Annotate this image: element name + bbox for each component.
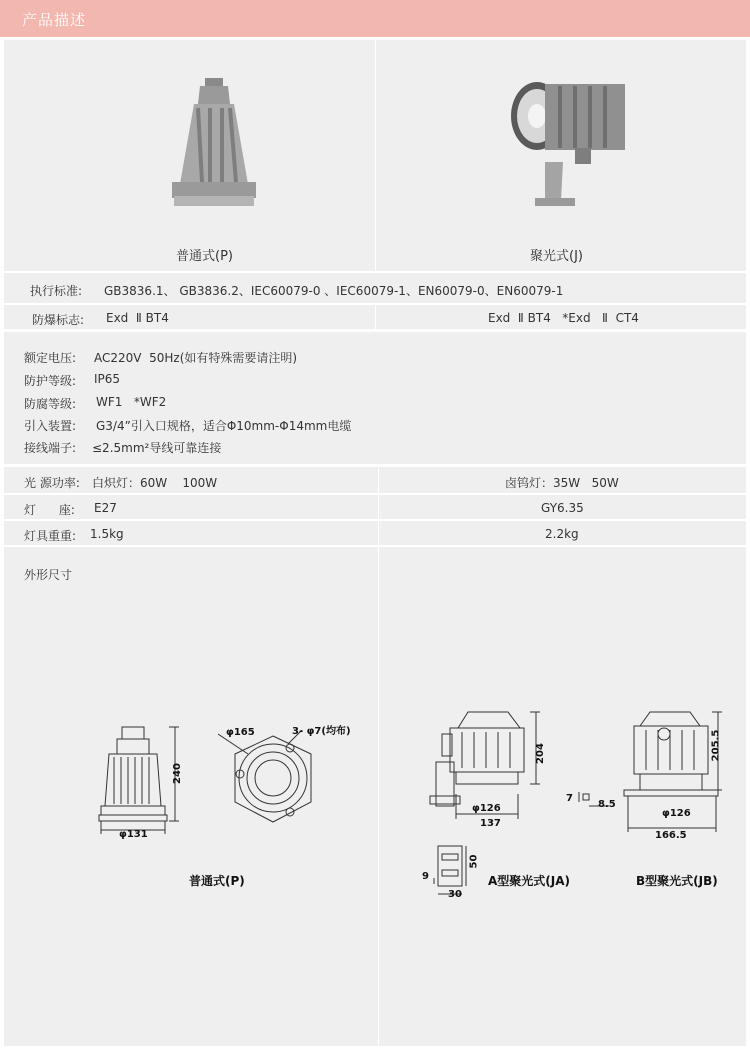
dim-p-holes: 3- φ7(均布): [292, 726, 351, 737]
socket-left: E27: [94, 501, 117, 515]
product-caption-j: 聚光式(J): [530, 249, 583, 264]
caption-jb: B型聚光式(JB): [636, 874, 718, 888]
lamp-j-image: [505, 70, 635, 220]
divider: [378, 547, 379, 1046]
dim-ja-d3: 9: [422, 871, 429, 882]
caption-ja: A型聚光式(JA): [488, 874, 571, 888]
drawing-ja: [428, 704, 548, 834]
spec-value-entry: G3/4”引入口规格，适合Φ10mm-Φ14mm电缆: [96, 419, 352, 433]
product-caption-p: 普通式(P): [176, 249, 233, 264]
section-title: 产品描述: [22, 11, 87, 29]
dim-ja-height: 204: [534, 743, 546, 764]
dim-ja-inner: φ126: [472, 803, 501, 814]
divider: [378, 467, 379, 493]
spec-label-protection: 防护等级:: [24, 374, 77, 388]
standards-label: 执行标准:: [30, 284, 83, 298]
divider: [375, 305, 376, 329]
explosion-label: 防爆标志:: [32, 313, 85, 327]
dim-p-height: 240: [171, 763, 183, 784]
drawing-p-top: [218, 730, 328, 834]
weight-left: 1.5kg: [90, 527, 124, 541]
socket-label: 灯 座:: [24, 503, 75, 517]
power-left: 白炽灯：60W 100W: [92, 476, 218, 490]
weight-label: 灯具重重:: [24, 529, 77, 543]
dim-jb-width: 166.5: [655, 830, 687, 841]
spec-label-voltage: 额定电压:: [24, 351, 77, 365]
lamp-p-image: [160, 74, 260, 214]
divider: [378, 521, 379, 545]
spec-value-protection: IP65: [94, 372, 121, 386]
spec-value-terminal: ≤2.5mm²导线可靠连接: [92, 441, 222, 455]
dim-p-ring: φ165: [226, 727, 255, 738]
section-header: [0, 0, 750, 37]
dim-ja-d4: 50: [468, 854, 480, 869]
power-right: 卤钨灯：35W 50W: [505, 476, 619, 490]
divider: [378, 495, 379, 519]
spec-label-terminal: 接线端子:: [24, 441, 77, 455]
dim-jb-height: 205.5: [710, 729, 722, 762]
drawing-p-side: [95, 724, 185, 844]
dim-ja-d2: 8.5: [598, 799, 616, 810]
dimensions-title: 外形尺寸: [24, 568, 73, 582]
spec-label-entry: 引入装置:: [24, 419, 77, 433]
weight-right: 2.2kg: [545, 527, 579, 541]
dim-ja-width: 137: [480, 818, 501, 829]
divider: [375, 40, 376, 271]
explosion-right-value: Exd Ⅱ BT4 *Exd Ⅱ CT4: [488, 311, 639, 325]
dim-ja-d5: 30: [448, 889, 462, 900]
explosion-left-value: Exd Ⅱ BT4: [106, 311, 169, 325]
caption-p: 普通式(P): [189, 874, 245, 888]
dim-ja-d1: 7: [566, 793, 573, 804]
spec-value-corrosion: WF1 *WF2: [96, 395, 167, 409]
drawing-jb: [620, 704, 730, 844]
spec-label-corrosion: 防腐等级:: [24, 397, 77, 411]
power-label: 光 源功率:: [24, 476, 80, 490]
spec-value-voltage: AC220V 50Hz(如有特殊需要请注明): [94, 351, 298, 365]
socket-right: GY6.35: [541, 501, 584, 515]
standards-value: GB3836.1、 GB3836.2、IEC60079-0 、IEC60079-1、EN60079-0、EN60079-1: [104, 284, 564, 298]
dim-p-base: φ131: [119, 829, 148, 840]
dim-jb-inner: φ126: [662, 808, 691, 819]
